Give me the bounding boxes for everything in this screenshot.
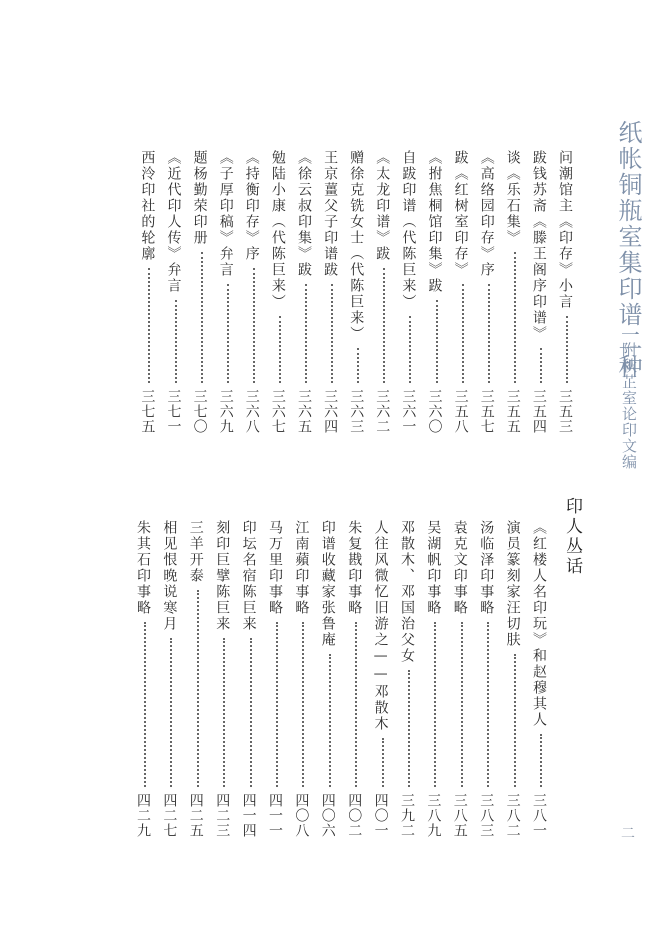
toc-entry-page: 三六四: [322, 389, 339, 434]
leader-dots: [148, 268, 150, 383]
toc-entry[interactable]: [189, 520, 207, 838]
toc-entry-page: 三七五: [139, 389, 156, 434]
leader-dots: [488, 284, 490, 383]
toc-entry[interactable]: [426, 520, 444, 838]
toc-entry[interactable]: [558, 150, 576, 434]
toc-entry-page: 三五七: [478, 389, 495, 434]
toc-entry-title: 《徐云叔印集》跋: [296, 150, 312, 278]
leader-dots: [487, 622, 489, 787]
toc-entry-title: 《近代印人传》弁言: [165, 150, 182, 294]
leader-dots: [144, 622, 146, 787]
toc-entry-title: 吴湖帆印事略: [425, 520, 442, 616]
toc-entry[interactable]: [454, 150, 472, 434]
toc-entry-page: 四〇二: [346, 793, 363, 838]
toc-entry-title: 西泠印社的轮廓: [139, 150, 156, 262]
toc-entry-title: 刻印巨擘陈巨来: [214, 520, 231, 632]
leader-dots: [514, 654, 516, 787]
toc-entry-page: 三六八: [243, 389, 260, 434]
leader-dots: [305, 284, 307, 383]
toc-entry[interactable]: [428, 150, 446, 434]
toc-entry-page: 三六三: [348, 389, 365, 434]
toc-entry-title: 印谱收藏家张鲁庵: [319, 520, 336, 648]
toc-entry-page: 三八三: [478, 793, 495, 838]
toc-entry[interactable]: [506, 150, 524, 434]
leader-dots: [175, 300, 177, 383]
leader-dots: [279, 316, 281, 383]
toc-entry-title: 题杨勤荣印册: [191, 150, 208, 246]
toc-entry-title: 《子厚印稿》弁言: [217, 150, 234, 278]
toc-entry[interactable]: [532, 520, 550, 838]
toc-entry-title: 演员篆刻家汪切肤: [504, 520, 521, 648]
toc-entry[interactable]: [479, 520, 497, 838]
leader-dots: [409, 316, 411, 383]
page-number: 二: [621, 826, 635, 842]
toc-entry-page: 三八一: [531, 793, 547, 838]
toc-entry-title: 问潮馆主《印存》小言: [557, 150, 573, 310]
toc-entry-page: 三七一: [165, 389, 182, 434]
toc-entry-title: 汤临泽印事略: [478, 520, 495, 616]
toc-entry[interactable]: [347, 520, 365, 838]
toc-entry[interactable]: [532, 150, 550, 434]
toc-entry-title: 跋《红树室印存》: [452, 150, 469, 278]
toc-entry-page: 三六九: [217, 389, 234, 434]
toc-entry-page: 三八九: [425, 793, 442, 838]
toc-entry-page: 三八五: [451, 793, 468, 838]
leader-dots: [197, 590, 199, 787]
toc-entry-title: 朱其石印事略: [135, 520, 151, 616]
toc-entry-page: 四一四: [240, 793, 257, 838]
toc-entry[interactable]: [242, 520, 260, 838]
toc-entry[interactable]: [349, 150, 367, 434]
toc-entry-title: 《太龙印谱》跋: [374, 150, 391, 262]
toc-entry-title: 袁克文印事略: [451, 520, 468, 616]
toc-entry[interactable]: [167, 150, 185, 434]
toc-entry-page: 四二九: [135, 793, 151, 838]
toc-entry-title: 相见恨晚说寒月: [161, 520, 178, 632]
toc-entry-page: 三六〇: [426, 389, 443, 434]
toc-entry-page: 三五四: [530, 389, 547, 434]
leader-dots: [540, 348, 542, 383]
toc-entry-title: 《持衡印存》序: [243, 150, 260, 262]
toc-entry[interactable]: [375, 150, 393, 434]
toc-entry-title: 自跋印谱（代陈巨来）: [400, 150, 417, 310]
toc-entry-title: 王京薑父子印谱跋: [322, 150, 339, 278]
toc-entry[interactable]: [136, 520, 154, 838]
toc-entry[interactable]: [294, 520, 312, 838]
toc-entry-page: 四一一: [267, 793, 283, 838]
toc-entry-title: 跋钱苏斋《滕王阁序印谱》: [530, 150, 547, 342]
toc-entry[interactable]: [480, 150, 498, 434]
leader-dots: [514, 252, 516, 383]
toc-entry-page: 四〇一: [372, 793, 389, 838]
leader-dots: [408, 670, 410, 787]
leader-dots: [302, 622, 304, 787]
toc-entry[interactable]: [245, 150, 263, 434]
toc-entry-page: 四〇六: [319, 793, 336, 838]
toc-entry-page: 三六七: [269, 389, 286, 434]
toc-entry[interactable]: [321, 520, 339, 838]
toc-entry-title: 人往风微忆旧游之——邓散木: [372, 520, 389, 732]
leader-dots: [357, 348, 359, 383]
toc-entry[interactable]: [453, 520, 471, 838]
leader-dots: [250, 638, 252, 787]
toc-entry-page: 三六一: [400, 389, 417, 434]
toc-entry[interactable]: [506, 520, 524, 838]
leader-dots: [329, 654, 331, 787]
book-subtitle: 附秋芷室论印文编: [620, 342, 638, 470]
toc-entry[interactable]: [268, 520, 286, 838]
leader-dots: [170, 638, 172, 787]
toc-entry[interactable]: [271, 150, 289, 434]
toc-entry[interactable]: [219, 150, 237, 434]
toc-entry-page: 三五八: [452, 389, 469, 434]
toc-entry[interactable]: [193, 150, 211, 434]
toc-entry-page: 三五五: [504, 389, 521, 434]
toc-entry-page: 三九二: [399, 793, 415, 838]
leader-dots: [434, 622, 436, 787]
toc-entry[interactable]: [297, 150, 315, 434]
section-heading: 印人丛话: [562, 497, 582, 577]
toc-entry[interactable]: [215, 520, 233, 838]
toc-entry[interactable]: [401, 150, 419, 434]
leader-dots: [331, 284, 333, 383]
book-title: 纸帐铜瓶室集印谱二种: [614, 120, 642, 380]
toc-entry-page: 四二七: [161, 793, 178, 838]
leader-dots: [227, 284, 229, 383]
toc-entry-page: 三六二: [374, 389, 391, 434]
toc-entry[interactable]: [323, 150, 341, 434]
leader-dots: [462, 284, 464, 383]
toc-entry-page: 三八二: [504, 793, 521, 838]
toc-entry-title: 《红楼人名印玩》和赵穆其人: [531, 520, 547, 728]
toc-entry-title: 江南蘋印事略: [293, 520, 310, 616]
toc-entry-title: 三羊开泰: [187, 520, 204, 584]
leader-dots: [201, 252, 203, 383]
toc-entry-page: 四二三: [214, 793, 231, 838]
leader-dots: [566, 316, 568, 383]
leader-dots: [383, 268, 385, 383]
toc-entry-title: 印坛名宿陈巨来: [240, 520, 257, 632]
toc-entry-title: 勉陆小康（代陈巨来）: [269, 150, 286, 310]
leader-dots: [461, 622, 463, 787]
toc-entry-page: 三七〇: [191, 389, 208, 434]
toc-entry-title: 赠徐克铣女士（代陈巨来）: [348, 150, 365, 342]
leader-dots: [253, 268, 255, 383]
toc-entry[interactable]: [374, 520, 392, 838]
toc-entry-page: 三六五: [296, 389, 312, 434]
toc-entry[interactable]: [400, 520, 418, 838]
leader-dots: [276, 622, 278, 787]
toc-entry[interactable]: [162, 520, 180, 838]
toc-entry-title: 朱复戡印事略: [346, 520, 363, 616]
toc-entry-title: 《拊焦桐馆印集》跋: [426, 150, 443, 294]
leader-dots: [436, 300, 438, 383]
leader-dots: [382, 738, 384, 787]
toc-entry-page: 三五三: [557, 389, 573, 434]
leader-dots: [540, 734, 542, 787]
toc-entry-title: 谈《乐石集》: [504, 150, 521, 246]
toc-entry-title: 邓散木、邓国治父女: [399, 520, 415, 664]
toc-entry-title: 《高络园印存》序: [478, 150, 495, 278]
toc-entry-page: 四二五: [187, 793, 204, 838]
toc-entry[interactable]: [140, 150, 158, 434]
leader-dots: [355, 622, 357, 787]
leader-dots: [223, 638, 225, 787]
toc-entry-page: 四〇八: [293, 793, 310, 838]
toc-entry-title: 马万里印事略: [267, 520, 283, 616]
